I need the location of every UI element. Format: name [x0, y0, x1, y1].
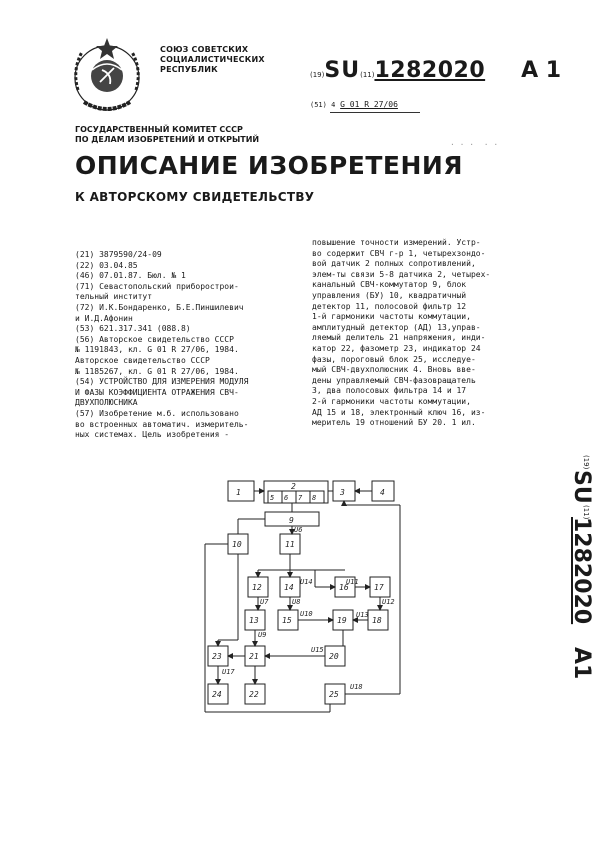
signal-u12: U12	[382, 598, 395, 606]
ipc-tag: (51) 4	[310, 101, 336, 109]
document-number: 1282020	[374, 58, 486, 83]
label-5: 5	[270, 494, 275, 502]
biblio-line: во встроенных автоматич. измеритель-	[75, 419, 249, 429]
biblio-line: ДВУХПОЛЮСНИКА	[75, 398, 138, 408]
label-14: 14	[284, 583, 294, 592]
label-24: 24	[212, 690, 222, 699]
abstract-line: элем-ты связи 5-8 датчика 2, четырех-	[312, 269, 491, 279]
label-13: 13	[249, 616, 259, 625]
label-23: 23	[212, 652, 222, 661]
org-line: СОЮЗ СОВЕТСКИХ	[160, 45, 249, 54]
label-11: 11	[285, 540, 295, 549]
committee-line: ПО ДЕЛАМ ИЗОБРЕТЕНИЙ И ОТКРЫТИЙ	[75, 135, 260, 144]
side-country-tag: (19)	[582, 455, 590, 470]
label-17: 17	[374, 583, 384, 592]
biblio-line: (72) И.К.Бондаренко, Б.Е.Пиншилевич	[75, 302, 244, 312]
abstract-line: АД 15 и 18, электронный ключ 16, из-	[312, 407, 486, 417]
label-12: 12	[252, 583, 262, 592]
label-19: 19	[337, 616, 347, 625]
label-9: 9	[289, 516, 294, 525]
biblio-line: ных системах. Цель изобретения -	[75, 430, 230, 440]
signal-u10: U10	[300, 610, 313, 618]
abstract-line: меритель 19 отношений БУ 20. 1 ил.	[312, 418, 476, 428]
biblio-line: (54) УСТРОЙСТВО ДЛЯ ИЗМЕРЕНИЯ МОДУЛЯ	[75, 377, 249, 387]
signal-u6: U6	[294, 526, 303, 534]
label-6: 6	[284, 494, 289, 502]
signal-u15: U15	[311, 646, 324, 654]
label-3: 3	[340, 488, 345, 497]
abstract-line: во содержит СВЧ г-р 1, четырехзондо-	[312, 248, 486, 258]
abstract-line: канальный СВЧ-коммутатор 9, блок	[312, 280, 467, 290]
side-number: 1282020	[569, 517, 594, 625]
abstract-line: дены управляемый СВЧ-фазовращатель	[312, 375, 476, 385]
abstract-line: ляемый делитель 21 напряжения, инди-	[312, 333, 486, 343]
abstract-line: амплитудный детектор (АД) 13,управ-	[312, 322, 481, 332]
biblio-line: тельный институт	[75, 292, 153, 302]
label-8: 8	[312, 494, 317, 502]
biblio-line: Авторское свидетельство СССР	[75, 355, 210, 365]
biblio-line: № 1191843, кл. G 01 R 27/06, 1984.	[75, 345, 239, 355]
label-25: 25	[329, 690, 339, 699]
abstract-line: фазы, пороговый блок 25, исследуе-	[312, 354, 476, 364]
biblio-line: (22) 03.04.85	[75, 260, 138, 270]
side-number-tag: (11)	[582, 505, 590, 520]
kind-code: A 1	[521, 58, 562, 83]
label-4: 4	[380, 488, 385, 497]
biblio-line: (46) 07.01.87. Бюл. № 1	[75, 271, 186, 281]
abstract-line: повышение точности измерений. Устр-	[312, 238, 481, 247]
signal-u9: U9	[258, 631, 267, 639]
biblio-line: № 1185267, кл. G 01 R 27/06, 1984.	[75, 366, 239, 376]
label-15: 15	[282, 616, 292, 625]
label-20: 20	[329, 652, 339, 661]
number-tag: (11)	[360, 71, 375, 79]
label-10: 10	[232, 540, 242, 549]
document-subtitle: К АВТОРСКОМУ СВИДЕТЕЛЬСТВУ	[75, 190, 315, 204]
biblio-line: (53) 621.317.341 (088.8)	[75, 324, 191, 334]
block-1	[228, 481, 254, 501]
signal-u14: U14	[300, 578, 313, 586]
side-kind: A1	[569, 647, 594, 680]
abstract-line: 2-й гармоники частоты коммутации,	[312, 396, 471, 406]
signal-u17: U17	[222, 668, 235, 676]
label-22: 22	[249, 690, 259, 699]
biblio-line: И ФАЗЫ КОЭФФИЦИЕНТА ОТРАЖЕНИЯ СВЧ-	[75, 387, 239, 397]
label-2: 2	[291, 482, 296, 491]
biblio-line: (57) Изобретение м.б. использовано	[75, 408, 239, 418]
label-18: 18	[372, 616, 382, 625]
abstract-line: 1-й гармоники частоты коммутации,	[312, 312, 471, 322]
abstract-line: детектор 11, полосовой фильтр 12	[312, 301, 467, 311]
label-16: 16	[339, 583, 349, 592]
document-title: ОПИСАНИЕ ИЗОБРЕТЕНИЯ	[75, 151, 464, 180]
biblio-line: (21) 3879590/24-09	[75, 250, 162, 259]
abstract-line: управления (БУ) 10, квадратичный	[312, 290, 467, 300]
org-line: СОЦИАЛИСТИЧЕСКИХ	[160, 55, 265, 64]
signal-u8: U8	[292, 598, 301, 606]
signal-u7: U7	[260, 598, 269, 606]
abstract-line: вой датчик 2 полных сопротивлений,	[312, 259, 476, 269]
signal-u11: U11	[346, 578, 359, 586]
committee-line: ГОСУДАРСТВЕННЫЙ КОМИТЕТ СССР	[75, 125, 243, 134]
signal-u13: U13	[356, 611, 369, 619]
side-country: SU	[569, 470, 594, 504]
ipc-code: G 01 R 27/06	[340, 100, 398, 109]
country-code: SU	[324, 58, 361, 83]
scan-noise: · · · · ·	[450, 140, 499, 149]
biblio-line: (71) Севастопольский приборострои-	[75, 281, 239, 291]
label-1: 1	[236, 488, 241, 497]
signal-u18: U18	[350, 683, 363, 691]
org-line: РЕСПУБЛИК	[160, 65, 218, 74]
biblio-line: и И.Д.Афонин	[75, 313, 133, 323]
country-tag: (19)	[310, 71, 325, 79]
label-21: 21	[249, 652, 259, 661]
abstract-line: мый СВЧ-двухполюсник 4. Вновь вве-	[312, 365, 476, 375]
abstract-line: катор 22, фазометр 23, индикатор 24	[312, 343, 481, 353]
label-7: 7	[298, 494, 303, 502]
biblio-line: (56) Авторское свидетельство СССР	[75, 334, 234, 344]
abstract-line: 3, два полосовых фильтра 14 и 17	[312, 386, 467, 396]
